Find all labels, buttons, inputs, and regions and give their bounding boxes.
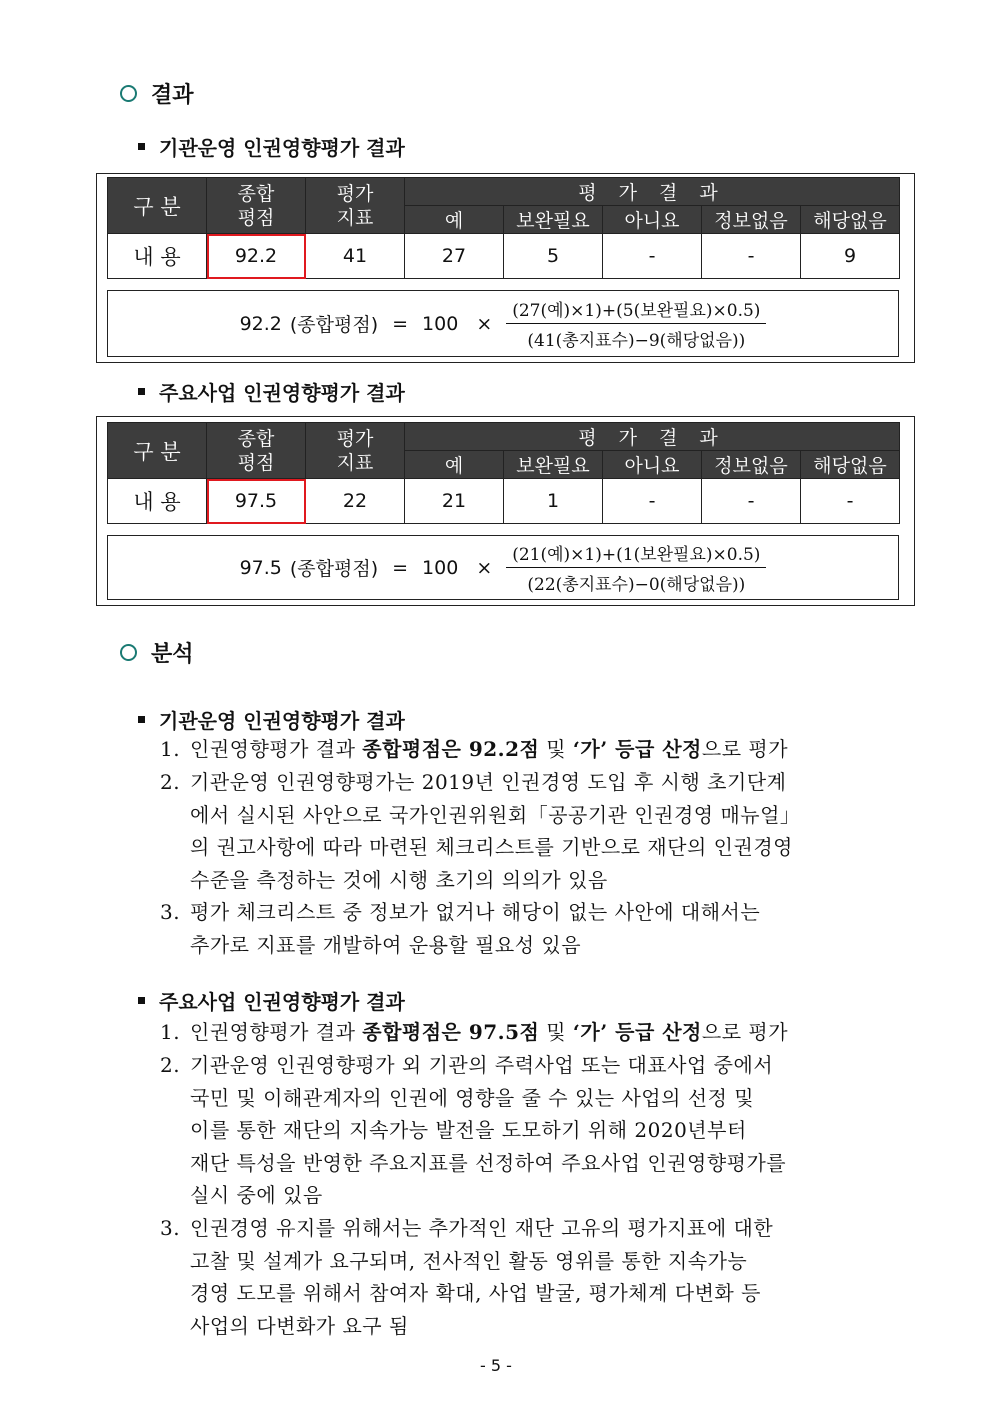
item-line: 인권경영 유지를 위해서는 추가적인 재단 고유의 평가지표에 대한 bbox=[190, 1216, 774, 1240]
formula-fraction bbox=[506, 540, 766, 595]
item-text: 으로 평가 bbox=[701, 737, 789, 761]
header-score-line2: 평점 bbox=[237, 206, 275, 229]
header-yes: 예 bbox=[405, 451, 504, 479]
header-results: 평 가 결 과 bbox=[405, 423, 900, 451]
table1-title: 기관운영 인권영향평가 결과 bbox=[159, 136, 405, 160]
analysis1-item2 bbox=[160, 766, 800, 896]
not-applicable-cell: 9 bbox=[801, 234, 900, 279]
section-title: 결과 bbox=[151, 83, 194, 108]
header-not-applicable: 해당없음 bbox=[801, 451, 900, 479]
needs-supplement-cell: 5 bbox=[504, 234, 603, 279]
item-number: 2. bbox=[160, 770, 181, 794]
item-highlight-grade: ‘가’ 등급 산정 bbox=[572, 1020, 702, 1044]
header-no-info: 정보없음 bbox=[702, 451, 801, 479]
header-index-line1: 평가 bbox=[336, 182, 374, 205]
item-line: 기관운영 인권영향평가 외 기관의 주력사업 또는 대표사업 중에서 bbox=[190, 1053, 774, 1077]
analysis2-title: 주요사업 인권영향평가 결과 bbox=[159, 990, 405, 1014]
header-category: 구 분 bbox=[108, 423, 207, 479]
item-line: 고찰 및 설계가 요구되며, 전사적인 활동 영위를 통한 지속가능 bbox=[190, 1248, 748, 1273]
header-index-line2: 지표 bbox=[336, 206, 374, 229]
header-score-line2: 평점 bbox=[237, 451, 275, 474]
analysis1-item3 bbox=[160, 896, 760, 961]
item-line: 실시 중에 있음 bbox=[190, 1183, 323, 1207]
header-index bbox=[306, 178, 405, 234]
row-label: 내 용 bbox=[108, 234, 207, 279]
formula-multiplier: 100 bbox=[422, 312, 459, 335]
formula-times: × bbox=[476, 556, 493, 579]
header-score-line1: 종합 bbox=[237, 427, 275, 450]
formula-multiplier: 100 bbox=[422, 556, 459, 579]
header-needs-supplement: 보완필요 bbox=[504, 206, 603, 234]
header-score-line1: 종합 bbox=[237, 182, 275, 205]
circle-bullet-icon bbox=[120, 644, 137, 661]
header-results: 평 가 결 과 bbox=[405, 178, 900, 206]
item-text: 및 bbox=[539, 1020, 573, 1044]
analysis1-item1 bbox=[160, 733, 788, 766]
table2-title: 주요사업 인권영향평가 결과 bbox=[159, 381, 405, 405]
item-text: 인권영향평가 결과 bbox=[190, 737, 363, 761]
header-index bbox=[306, 423, 405, 479]
section-heading-analysis bbox=[120, 637, 194, 668]
formula-lhs-score: 92.2 bbox=[239, 312, 282, 335]
analysis1-heading bbox=[138, 705, 405, 734]
item-line: 에서 실시된 사안으로 국가인권위원회「공공기관 인권경영 매뉴얼」 bbox=[190, 802, 801, 827]
item-number: 2. bbox=[160, 1053, 181, 1077]
item-text: 으로 평가 bbox=[701, 1020, 789, 1044]
no-info-cell: - bbox=[702, 234, 801, 279]
score-cell: 92.2 bbox=[207, 234, 306, 279]
formula-fraction bbox=[506, 296, 766, 351]
table1-heading bbox=[138, 132, 405, 161]
item-text: 및 bbox=[539, 737, 573, 761]
yes-cell: 21 bbox=[405, 479, 504, 524]
table1-formula bbox=[107, 290, 899, 357]
formula-numerator: (27(예)×1)+(5(보완필요)×0.5) bbox=[506, 296, 766, 324]
analysis2-item2 bbox=[160, 1049, 786, 1212]
item-highlight-score: 종합평점은 92.2점 bbox=[362, 737, 540, 761]
header-needs-supplement: 보완필요 bbox=[504, 451, 603, 479]
no-cell: - bbox=[603, 234, 702, 279]
page-number: - 5 - bbox=[480, 1356, 512, 1375]
item-line: 사업의 다변화가 요구 됨 bbox=[190, 1313, 409, 1338]
not-applicable-cell: - bbox=[801, 479, 900, 524]
item-line: 기관운영 인권영향평가는 2019년 인권경영 도입 후 시행 초기단계 bbox=[190, 770, 787, 794]
formula-numerator: (21(예)×1)+(1(보완필요)×0.5) bbox=[506, 540, 766, 568]
header-not-applicable: 해당없음 bbox=[801, 206, 900, 234]
formula-times: × bbox=[476, 312, 493, 335]
needs-supplement-cell: 1 bbox=[504, 479, 603, 524]
item-number: 3. bbox=[160, 900, 181, 924]
header-index-line1: 평가 bbox=[336, 427, 374, 450]
item-line: 의 권고사항에 따라 마련된 체크리스트를 기반으로 재단의 인권경영 bbox=[190, 835, 793, 859]
index-count-cell: 41 bbox=[306, 234, 405, 279]
header-category: 구 분 bbox=[108, 178, 207, 234]
table1-grid bbox=[107, 177, 900, 279]
index-count-cell: 22 bbox=[306, 479, 405, 524]
table2-formula bbox=[107, 535, 899, 600]
table2-heading bbox=[138, 377, 405, 406]
circle-bullet-icon bbox=[120, 85, 137, 102]
item-line: 평가 체크리스트 중 정보가 없거나 해당이 없는 사안에 대해서는 bbox=[190, 900, 761, 924]
section-title: 분석 bbox=[151, 642, 194, 667]
item-number: 3. bbox=[160, 1216, 181, 1240]
formula-lhs-label: (종합평점) bbox=[289, 558, 379, 580]
header-no-info: 정보없음 bbox=[702, 206, 801, 234]
formula-denominator: (41(총지표수)−9(해당없음)) bbox=[527, 331, 746, 351]
square-bullet-icon bbox=[138, 997, 145, 1004]
header-no: 아니요 bbox=[603, 451, 702, 479]
formula-equals: = bbox=[392, 556, 409, 579]
formula-lhs-label: (종합평점) bbox=[289, 314, 379, 336]
table2-grid bbox=[107, 422, 900, 524]
analysis2-item3 bbox=[160, 1212, 773, 1342]
item-line: 이를 통한 재단의 지속가능 발전을 도모하기 위해 2020년부터 bbox=[190, 1118, 747, 1142]
item-highlight-score: 종합평점은 97.5점 bbox=[362, 1020, 540, 1044]
header-yes: 예 bbox=[405, 206, 504, 234]
item-line: 수준을 측정하는 것에 시행 초기의 의의가 있음 bbox=[190, 867, 608, 892]
item-line: 국민 및 이해관계자의 인권에 영향을 줄 수 있는 사업의 선정 및 bbox=[190, 1085, 755, 1110]
row-label: 내 용 bbox=[108, 479, 207, 524]
analysis2-item1 bbox=[160, 1016, 788, 1049]
item-line: 추가로 지표를 개발하여 운용할 필요성 있음 bbox=[190, 932, 582, 957]
square-bullet-icon bbox=[138, 143, 145, 150]
item-number: 1. bbox=[160, 1020, 181, 1044]
item-number: 1. bbox=[160, 737, 181, 761]
item-text: 인권영향평가 결과 bbox=[190, 1020, 363, 1044]
item-line: 경영 도모를 위해서 참여자 확대, 사업 발굴, 평가체계 다변화 등 bbox=[190, 1281, 761, 1305]
score-cell: 97.5 bbox=[207, 479, 306, 524]
yes-cell: 27 bbox=[405, 234, 504, 279]
square-bullet-icon bbox=[138, 388, 145, 395]
formula-equals: = bbox=[392, 312, 409, 335]
section-heading-result bbox=[120, 78, 194, 109]
header-no: 아니요 bbox=[603, 206, 702, 234]
item-line: 재단 특성을 반영한 주요지표를 선정하여 주요사업 인권영향평가를 bbox=[190, 1150, 787, 1175]
no-info-cell: - bbox=[702, 479, 801, 524]
item-highlight-grade: ‘가’ 등급 산정 bbox=[572, 737, 702, 761]
no-cell: - bbox=[603, 479, 702, 524]
formula-lhs-score: 97.5 bbox=[239, 556, 282, 579]
header-score bbox=[207, 178, 306, 234]
square-bullet-icon bbox=[138, 716, 145, 723]
formula-denominator: (22(총지표수)−0(해당없음)) bbox=[527, 575, 746, 595]
header-score bbox=[207, 423, 306, 479]
analysis2-heading bbox=[138, 986, 405, 1015]
header-index-line2: 지표 bbox=[336, 451, 374, 474]
analysis1-title: 기관운영 인권영향평가 결과 bbox=[159, 709, 405, 733]
